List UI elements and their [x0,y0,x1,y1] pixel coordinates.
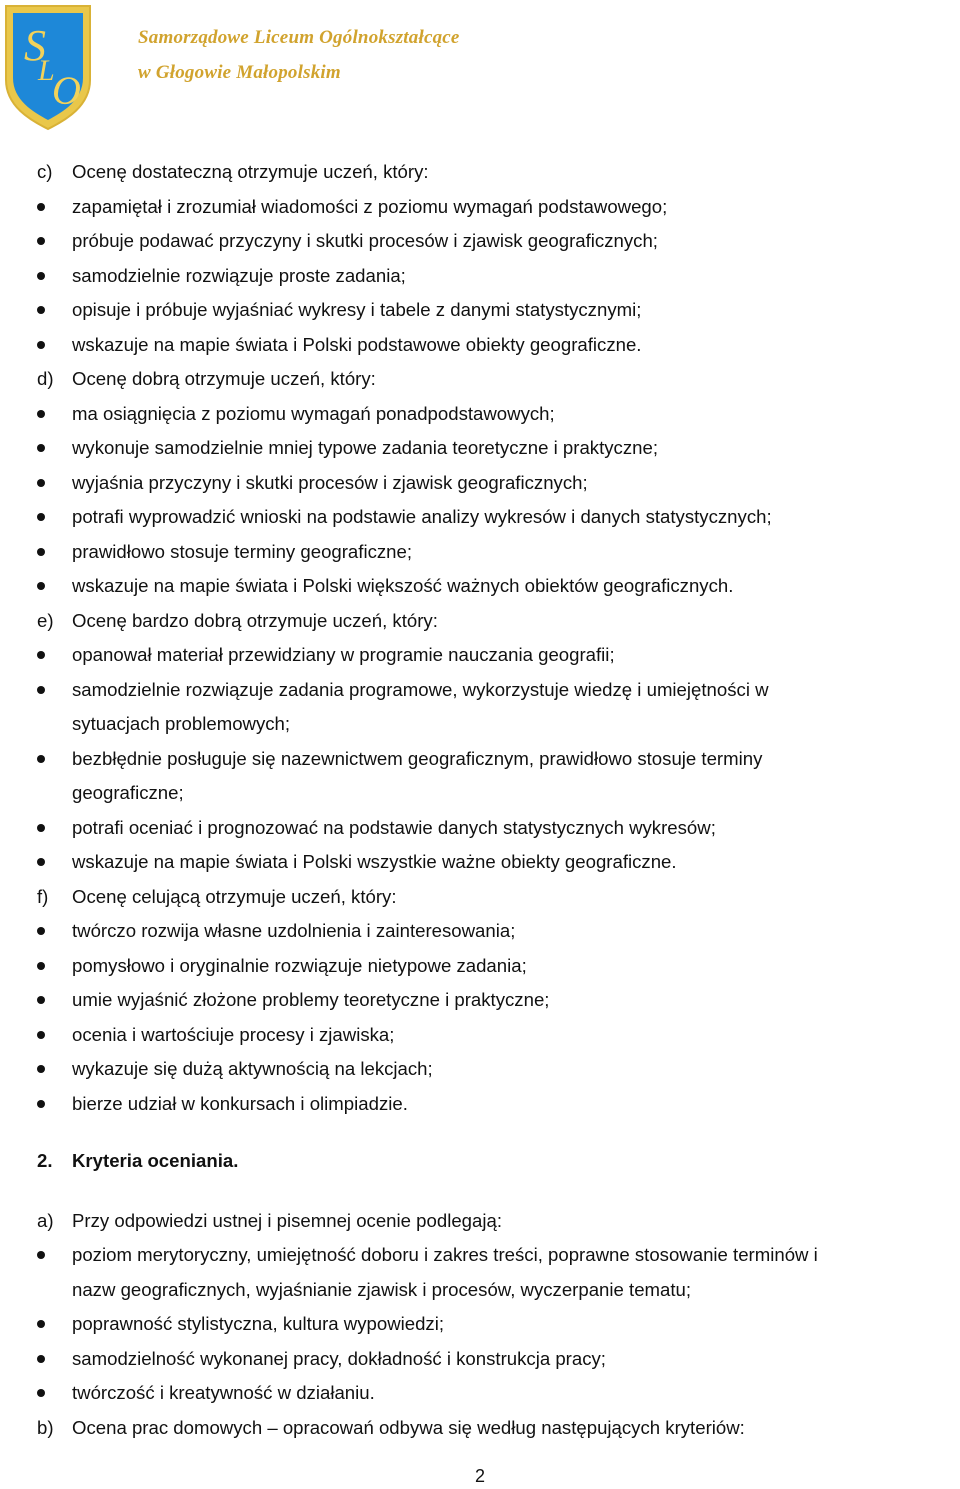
list-item-text: opisuje i próbuje wyjaśniać wykresy i tabele z danymi statystycznymi; [72,299,642,320]
list-item [0,638,960,673]
list-item [0,1087,960,1122]
list-item-text: ma osiągnięcia z poziomu wymagań ponadpodstawowych; [72,402,555,424]
section-c-marker: c) [37,161,53,182]
list-item-text: twórczo rozwija własne uzdolnienia i zainteresowania; [72,920,516,941]
bullet-icon [37,755,45,763]
list-item [0,811,960,846]
school-name-line1: Samorządowe Liceum Ogólnokształcące [138,27,460,48]
bullet-icon [37,996,45,1004]
list-item-text: próbuje podawać przyczyny i skutki procesów i zjawisk geograficznych; [72,230,658,251]
list-item [0,845,960,880]
criteria-number: 2. [37,1150,53,1171]
bullet-icon [37,1251,45,1259]
bullet-icon [37,1320,45,1328]
list-item-text: pomysłowo i oryginalnie rozwiązuje nietypowe zadania; [72,954,527,976]
bullet-icon [37,306,45,314]
bullet-icon [37,858,45,866]
list-item-text: samodzielnie rozwiązuje proste zadania; [72,264,406,286]
bullet-icon [37,203,45,211]
bullet-icon [37,410,45,418]
bullet-icon [37,824,45,832]
school-logo-shield [2,2,94,132]
bullet-icon [37,272,45,280]
section-d-marker: d) [37,368,54,389]
list-item [0,914,960,949]
section-f-heading-text: Ocenę celującą otrzymuje uczeń, który: [72,885,397,907]
section-e-marker: e) [37,609,54,631]
list-item-text: twórczość i kreatywność w działaniu. [72,1382,375,1403]
list-item [0,535,960,570]
list-item-text: opanował materiał przewidziany w programie nauczania geografii; [72,644,615,665]
list-item [0,1307,960,1342]
spacer [0,1179,960,1204]
list-item-text: samodzielnie rozwiązuje zadania programowe, wykorzystuje wiedzę i umiejętności w [72,678,769,700]
list-item [0,224,960,259]
section-e-heading [0,604,960,639]
list-item-continuation [0,776,960,811]
list-item [0,500,960,535]
list-item-text: wyjaśnia przyczyny i skutki procesów i zjawisk geograficznych; [72,471,588,493]
bullet-icon [37,686,45,694]
list-item-continuation [0,707,960,742]
list-item [0,190,960,225]
section-c-heading [0,155,960,190]
list-item [0,949,960,984]
criteria-title: Kryteria oceniania. [72,1150,239,1171]
section-a-heading-text: Przy odpowiedzi ustnej i pisemnej ocenie podlegają: [72,1209,502,1231]
bullet-icon [37,513,45,521]
criteria-heading [0,1144,960,1179]
bullet-icon [37,1355,45,1363]
bullet-icon [37,548,45,556]
section-a-heading [0,1204,960,1239]
section-b-heading [0,1411,960,1446]
page-number: 2 [474,1466,485,1486]
bullet-icon [37,1031,45,1039]
logo-letter-l: L [38,54,55,87]
list-item-text: bezbłędnie posługuje się nazewnictwem geograficznym, prawidłowo stosuje terminy [72,747,763,769]
list-item-text: sytuacjach problemowych; [72,713,291,734]
list-item-text: poziom merytoryczny, umiejętność doboru i zakres treści, poprawne stosowanie terminów i [72,1244,818,1265]
section-a-marker: a) [37,1209,54,1231]
list-item [0,673,960,708]
page-header [0,0,960,140]
list-item [0,293,960,328]
bullet-icon [37,341,45,349]
bullet-icon [37,479,45,487]
list-item-text: wskazuje na mapie świata i Polski podstawowe obiekty geograficzne. [72,333,642,355]
bullet-icon [37,1100,45,1108]
section-b-heading-text: Ocena prac domowych – opracowań odbywa się według następujących kryteriów: [72,1416,745,1438]
list-item-continuation [0,1273,960,1308]
list-item-text: ocenia i wartościuje procesy i zjawiska; [72,1023,395,1045]
section-b-marker: b) [37,1416,54,1438]
list-item-text: wskazuje na mapie świata i Polski większość ważnych obiektów geograficznych. [72,575,734,596]
list-item [0,742,960,777]
section-c-heading-text: Ocenę dostateczną otrzymuje uczeń, który: [72,161,429,182]
list-item [0,328,960,363]
list-item [0,397,960,432]
list-item-text: samodzielność wykonanej pracy, dokładność i konstrukcja pracy; [72,1347,606,1369]
bullet-icon [37,444,45,452]
list-item [0,466,960,501]
document-body [0,155,960,1445]
bullet-icon [37,1065,45,1073]
spacer [0,1121,960,1144]
section-f-marker: f) [37,885,49,907]
list-item [0,569,960,604]
section-d-heading [0,362,960,397]
bullet-icon [37,237,45,245]
list-item-text: potrafi wyprowadzić wnioski na podstawie analizy wykresów i danych statystycznych; [72,506,772,527]
school-name [138,20,460,90]
list-item-text: wykazuje się dużą aktywnością na lekcjach; [72,1058,433,1079]
list-item-text: geograficzne; [72,782,184,803]
list-item-text: zapamiętał i zrozumiał wiadomości z poziomu wymagań podstawowego; [72,195,668,217]
list-item-text: wykonuje samodzielnie mniej typowe zadania teoretyczne i praktyczne; [72,437,659,458]
section-f-heading [0,880,960,915]
list-item-text: bierze udział w konkursach i olimpiadzie. [72,1092,408,1114]
bullet-icon [37,927,45,935]
list-item-text: nazw geograficznych, wyjaśnianie zjawisk i procesów, wyczerpanie tematu; [72,1278,692,1300]
bullet-icon [37,962,45,970]
logo-letter-o: O [52,68,81,113]
list-item [0,1238,960,1273]
section-d-heading-text: Ocenę dobrą otrzymuje uczeń, który: [72,368,376,389]
list-item [0,431,960,466]
list-item [0,1342,960,1377]
bullet-icon [37,651,45,659]
logo-letter-s: S [24,21,46,70]
list-item [0,983,960,1018]
list-item-text: poprawność stylistyczna, kultura wypowiedzi; [72,1313,445,1334]
bullet-icon [37,582,45,590]
bullet-icon [37,1389,45,1397]
list-item [0,259,960,294]
list-item [0,1376,960,1411]
list-item-text: wskazuje na mapie świata i Polski wszystkie ważne obiekty geograficzne. [72,851,677,872]
list-item-text: potrafi oceniać i prognozować na podstawie danych statystycznych wykresów; [72,816,716,838]
list-item-text: prawidłowo stosuje terminy geograficzne; [72,540,413,562]
section-e-heading-text: Ocenę bardzo dobrą otrzymuje uczeń, który: [72,609,438,631]
list-item [0,1052,960,1087]
list-item [0,1018,960,1053]
list-item-text: umie wyjaśnić złożone problemy teoretyczne i praktyczne; [72,989,550,1010]
school-name-line2: w Głogowie Małopolskim [138,62,341,83]
